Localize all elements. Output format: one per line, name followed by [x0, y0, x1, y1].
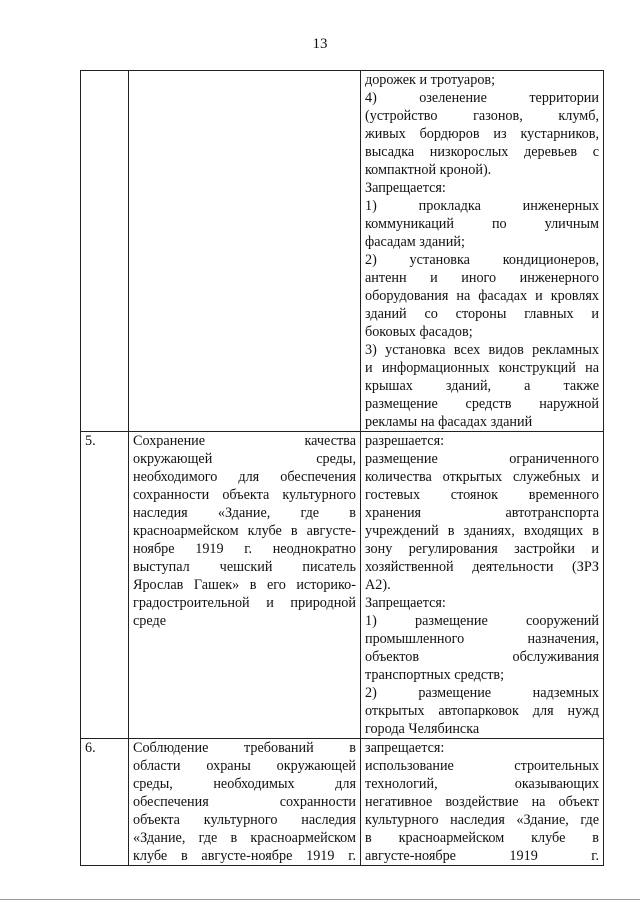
- description-line: Сохранение качества: [133, 433, 356, 449]
- requirement-line: зданий со стороны главных и: [365, 306, 599, 322]
- description-line: Ярослав Гашек» в его историко-: [133, 577, 356, 593]
- requirement-line: размещение средств наружной: [365, 396, 599, 412]
- requirement-line: Запрещается:: [365, 180, 446, 196]
- description-line: необходимого для обеспечения: [133, 469, 356, 485]
- description-line: наследия «Здание, где в: [133, 505, 356, 521]
- requirement-line: августе-ноябре 1919 г.: [365, 848, 599, 864]
- description-line: среде: [133, 613, 167, 629]
- requirement-line: города Челябинска: [365, 721, 480, 737]
- requirement-line: учреждений в зданиях, входящих в: [365, 523, 599, 539]
- requirement-line: гостевых стоянок временного: [365, 487, 599, 503]
- requirement-line: 4) озеленение территории: [365, 90, 599, 106]
- requirement-line: в красноармейском клубе в: [365, 830, 599, 846]
- requirement-line: хозяйственной деятельности (ЗРЗ: [365, 559, 599, 575]
- page-bottom-edge: [0, 899, 640, 900]
- requirement-line: запрещается:: [365, 740, 445, 756]
- requirement-line: промышленного назначения,: [365, 631, 599, 647]
- description-line: обеспечения сохранности: [133, 794, 356, 810]
- requirement-line: 1) прокладка инженерных: [365, 198, 599, 214]
- requirement-line: компактной кроной).: [365, 162, 492, 178]
- requirement-line: разрешается:: [365, 433, 445, 449]
- requirement-line: крышах зданий, а также: [365, 378, 599, 394]
- requirement-line: 2) установка кондиционеров,: [365, 252, 599, 268]
- requirement-line: Запрещается:: [365, 595, 446, 611]
- requirement-line: размещение ограниченного: [365, 451, 599, 467]
- row-number: 6.: [85, 740, 96, 756]
- regime-requirements-cell: [361, 432, 604, 739]
- description-line: клубе в августе-ноябре 1919 г.: [133, 848, 356, 864]
- zone-regulations-table: [80, 70, 604, 866]
- table-row: [81, 432, 604, 739]
- requirement-line: дорожек и тротуаров;: [365, 72, 496, 88]
- requirement-line: технологий, оказывающих: [365, 776, 599, 792]
- requirement-line: хранения автотранспорта: [365, 505, 599, 521]
- requirement-line: рекламы на фасадах зданий: [365, 414, 533, 430]
- requirement-line: оборудования на фасадах и кровлях: [365, 288, 599, 304]
- requirement-line: транспортных средств;: [365, 667, 505, 683]
- requirement-line: высадка низкорослых деревьев с: [365, 144, 599, 160]
- requirement-line: антенн и иного инженерного: [365, 270, 599, 286]
- regime-description-cell: [129, 739, 361, 866]
- requirement-line: боковых фасадов;: [365, 324, 473, 340]
- row-number-cell: [81, 432, 129, 739]
- requirement-line: 1) размещение сооружений: [365, 613, 599, 629]
- description-line: сохранности объекта культурного: [133, 487, 356, 503]
- row-number: 5.: [85, 433, 96, 449]
- description-line: ноябре 1919 г. неоднократно: [133, 541, 356, 557]
- requirement-line: коммуникаций по уличным: [365, 216, 599, 232]
- table-row: [81, 71, 604, 432]
- regime-description-cell: [129, 432, 361, 739]
- requirement-line: А2).: [365, 577, 391, 593]
- table-row: [81, 739, 604, 866]
- requirement-line: фасадам зданий;: [365, 234, 465, 250]
- requirement-line: (устройство газонов, клумб,: [365, 108, 599, 124]
- requirement-line: культурного наследия «Здание, где: [365, 812, 599, 828]
- description-line: выступал чешский писатель: [133, 559, 356, 575]
- regime-description-cell: [129, 71, 361, 432]
- description-line: окружающей среды,: [133, 451, 356, 467]
- description-line: градостроительной и природной: [133, 595, 356, 611]
- requirement-line: и информационных конструкций на: [365, 360, 599, 376]
- regime-requirements-cell: [361, 71, 604, 432]
- regime-requirements-cell: [361, 739, 604, 866]
- description-line: среды, необходимых для: [133, 776, 356, 792]
- description-line: Соблюдение требований в: [133, 740, 356, 756]
- row-number-cell: [81, 739, 129, 866]
- requirement-line: живых бордюров из кустарников,: [365, 126, 599, 142]
- description-line: объекта культурного наследия: [133, 812, 356, 828]
- page-number: 13: [312, 36, 328, 52]
- description-line: «Здание, где в красноармейском: [133, 830, 356, 846]
- requirement-line: 3) установка всех видов рекламных: [365, 342, 599, 358]
- requirement-line: объектов обслуживания: [365, 649, 599, 665]
- requirement-line: зону регулирования застройки и: [365, 541, 599, 557]
- row-number-cell: [81, 71, 129, 432]
- requirement-line: 2) размещение надземных: [365, 685, 599, 701]
- requirement-line: использование строительных: [365, 758, 599, 774]
- description-line: области охраны окружающей: [133, 758, 356, 774]
- requirement-line: негативное воздействие на объект: [365, 794, 599, 810]
- description-line: красноармейском клубе в августе-: [133, 523, 356, 539]
- requirement-line: количества открытых служебных и: [365, 469, 599, 485]
- requirement-line: открытых автопарковок для нужд: [365, 703, 599, 719]
